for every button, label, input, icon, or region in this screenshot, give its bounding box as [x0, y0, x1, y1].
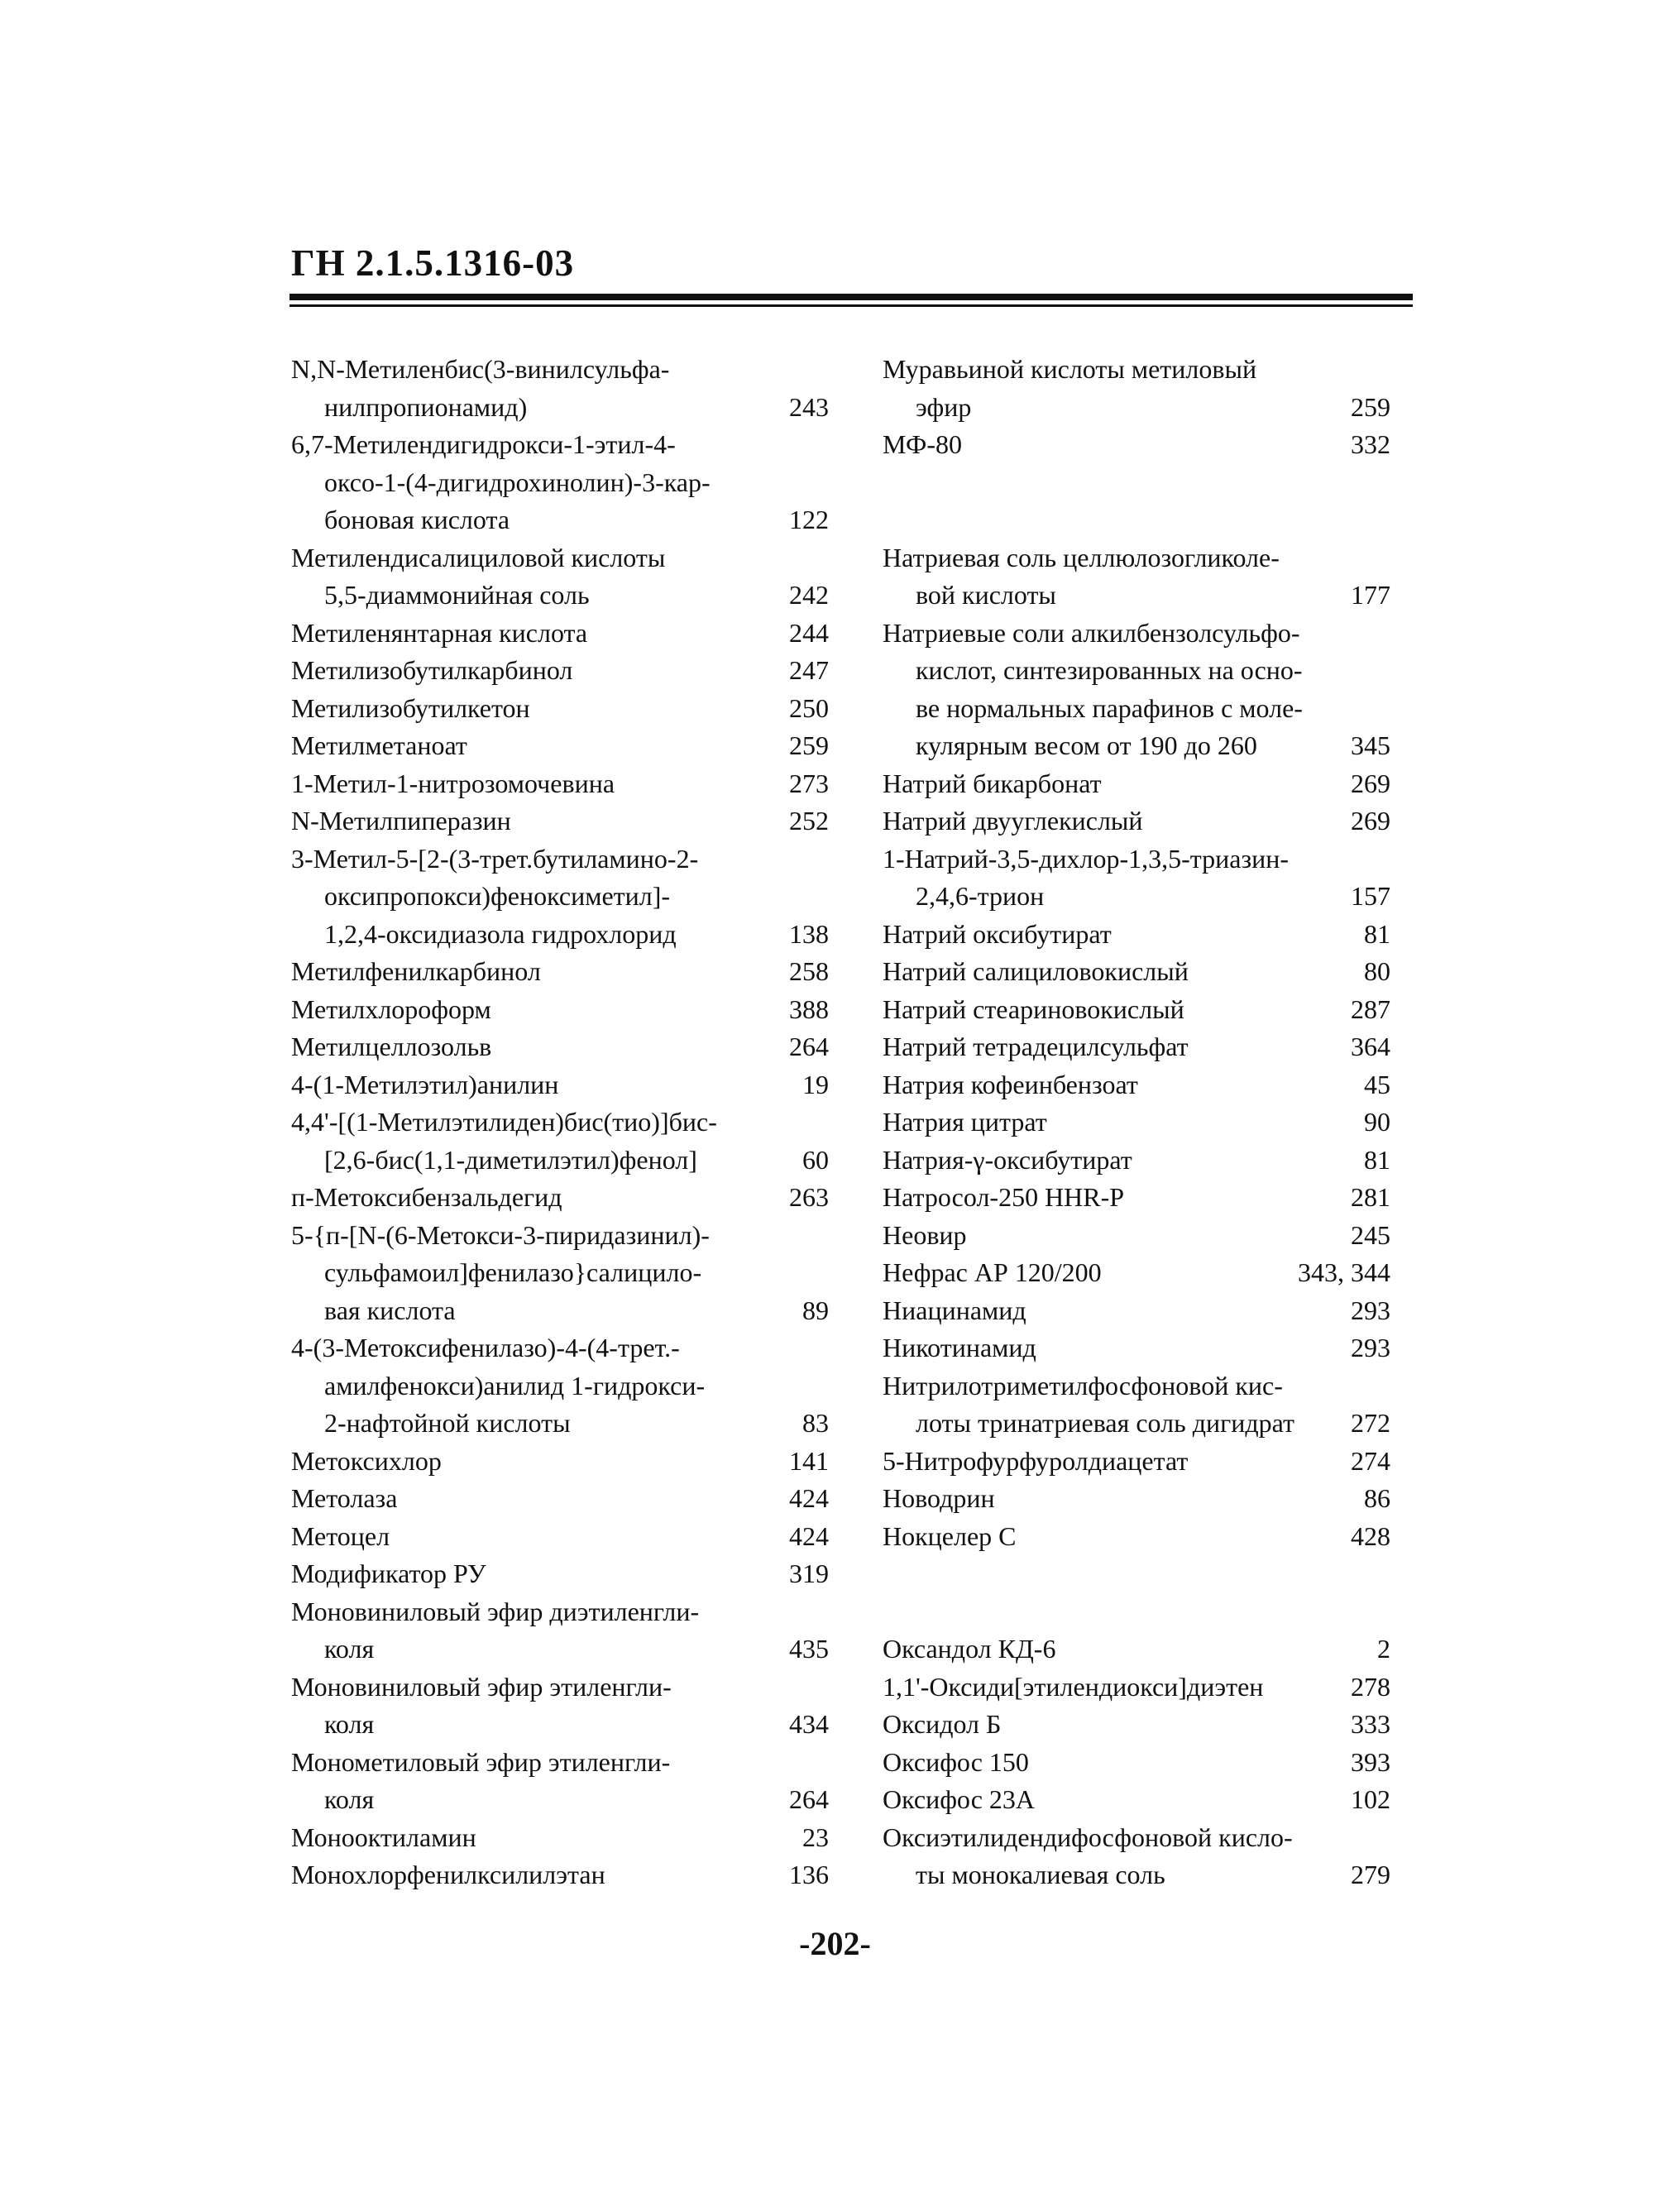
entry-page-number: 333 [1351, 1709, 1390, 1739]
index-entry [291, 539, 829, 615]
entry-page-number: 364 [1351, 1032, 1390, 1061]
index-entry [883, 840, 1390, 916]
entry-page-number: 287 [1351, 993, 1390, 1024]
entry-term: Нитрилотриметилфосфоновой кис- [883, 1370, 1283, 1400]
index-entry [291, 1819, 829, 1857]
entry-page-number: 435 [789, 1634, 829, 1664]
entry-term-continuation: 5,5-диаммонийная соль [324, 580, 590, 610]
header-rule-thick [289, 294, 1413, 300]
index-entry [291, 426, 829, 539]
index-entry [883, 1142, 1390, 1180]
entry-page-number: 80 [1364, 956, 1390, 986]
entry-term-continuation: 1,2,4-оксидиазола гидрохлорид [324, 918, 677, 949]
entry-term-continuation: сульфамоил]фенилазо}салицило- [324, 1257, 702, 1287]
entry-term-continuation: [2,6-бис(1,1-диметилэтил)фенол] [324, 1144, 697, 1175]
entry-page-number: 244 [789, 617, 829, 648]
index-section-n [883, 539, 1390, 1556]
entry-term: 4-(1-Метилэтил)анилин [291, 1069, 559, 1099]
entry-term: Никотинамид [883, 1333, 1036, 1362]
entry-term: Натриевые соли алкилбензолсульфо- [883, 617, 1300, 648]
index-entry [291, 351, 829, 426]
entry-page-number: 424 [789, 1520, 829, 1551]
entry-page-number: 177 [1351, 580, 1390, 610]
entry-page-number: 293 [1351, 1333, 1390, 1362]
entry-term: Муравьиной кислоты метиловый [883, 354, 1257, 384]
entry-page-number: 388 [789, 993, 829, 1024]
index-entry [883, 1518, 1390, 1556]
entry-page-number: 60 [802, 1144, 829, 1175]
index-entry [883, 991, 1390, 1029]
entry-term-continuation: оксипропокси)феноксиметил]- [324, 881, 671, 911]
entry-term: Метилендисалициловой кислоты [291, 542, 666, 572]
index-entry [291, 840, 829, 954]
entry-term: Натрия-γ-оксибутират [883, 1144, 1132, 1175]
entry-page-number: 264 [789, 1784, 829, 1814]
entry-page-number: 19 [802, 1069, 829, 1099]
entry-page-number: 269 [1351, 806, 1390, 835]
entry-term-continuation: кислот, синтезированных на осно- [916, 655, 1303, 685]
index-entry [883, 1066, 1390, 1104]
entry-term-continuation: боновая кислота [324, 505, 510, 534]
entry-page-number: 393 [1351, 1746, 1390, 1777]
entry-term: Натрий салициловокислый [883, 956, 1189, 986]
entry-term: Натрий оксибутират [883, 918, 1112, 949]
index-section-o [883, 1630, 1390, 1894]
entry-term: Натриевая соль целлюлозогликоле- [883, 542, 1280, 572]
index-entry [883, 916, 1390, 954]
entry-page-number: 259 [789, 730, 829, 760]
entry-term: 4-(3-Метоксифенилазо)-4-(4-трет.- [291, 1333, 680, 1362]
entry-term: Натрия цитрат [883, 1107, 1047, 1137]
index-entry [883, 1329, 1390, 1367]
index-entry [291, 1518, 829, 1556]
index-column-right [883, 351, 1390, 1894]
entry-term-continuation: кулярным весом от 190 до 260 [916, 730, 1257, 760]
entry-term: Оксифос 23А [883, 1784, 1036, 1814]
index-entry [291, 1480, 829, 1518]
entry-term: Натрий бикарбонат [883, 768, 1102, 798]
index-entry [883, 802, 1390, 840]
entry-term: 3-Метил-5-[2-(3-трет.бутиламино-2- [291, 843, 699, 874]
entry-term: Оксидол Б [883, 1709, 1002, 1739]
section-gap [883, 1555, 1390, 1630]
index-entry [291, 1217, 829, 1330]
index-entry [291, 1744, 829, 1819]
index-entry [883, 1028, 1390, 1066]
index-entry [291, 765, 829, 803]
entry-page-number: 243 [789, 391, 829, 422]
index-entry [291, 690, 829, 728]
index-entry [883, 1819, 1390, 1894]
entry-page-number: 242 [789, 580, 829, 610]
entry-page-number: 157 [1351, 881, 1390, 911]
entry-term: Натрий тетрадецилсульфат [883, 1032, 1189, 1061]
entry-term: Нефрас АР 120/200 [883, 1257, 1102, 1287]
entry-page-number: 332 [1351, 429, 1390, 459]
entry-page-number: 83 [802, 1408, 829, 1438]
entry-page-number: 23 [802, 1822, 829, 1852]
entry-term-continuation: ты монокалиевая соль [916, 1860, 1165, 1889]
entry-page-number: 141 [789, 1445, 829, 1476]
entry-term: Монохлорфенилксилилэтан [291, 1860, 605, 1889]
index-entry [291, 1066, 829, 1104]
entry-term: N,N-Метиленбис(3-винилсульфа- [291, 354, 670, 384]
entry-term-continuation: оксо-1-(4-дигидрохинолин)-3-кар- [324, 467, 711, 497]
index-column-left [291, 351, 829, 1894]
index-entry [883, 765, 1390, 803]
entry-term-continuation: коля [324, 1634, 375, 1664]
entry-page-number: 345 [1351, 730, 1390, 760]
entry-page-number: 279 [1351, 1860, 1390, 1889]
entry-term: Метоцел [291, 1520, 390, 1551]
entry-term-continuation: 2-нафтойной кислоты [324, 1408, 571, 1438]
entry-term: Метилцеллозольв [291, 1032, 492, 1061]
entry-term: Новодрин [883, 1483, 995, 1513]
entry-page-number: 86 [1364, 1483, 1390, 1513]
section-gap [883, 464, 1390, 539]
index-entry [883, 1630, 1390, 1669]
entry-page-number: 136 [789, 1860, 829, 1889]
index-entry [291, 1179, 829, 1217]
entry-page-number: 81 [1364, 918, 1390, 949]
entry-page-number: 89 [802, 1295, 829, 1325]
entry-page-number: 90 [1364, 1107, 1390, 1137]
entry-term: МФ-80 [883, 429, 962, 459]
header-rule-thin [289, 304, 1413, 307]
entry-term: Монооктиламин [291, 1822, 476, 1852]
entry-term-continuation: 2,4,6-трион [916, 881, 1045, 911]
entry-term: Натрий двууглекислый [883, 806, 1143, 835]
index-entry [291, 1329, 829, 1443]
index-entry [291, 1669, 829, 1744]
entry-page-number: 102 [1351, 1784, 1390, 1814]
index-section-m [883, 351, 1390, 464]
index-entry [883, 1179, 1390, 1217]
index-entry [291, 1555, 829, 1593]
entry-term: 1,1'-Оксиди[этилендиокси]диэтен [883, 1671, 1264, 1702]
page-number: -202- [799, 1925, 871, 1962]
entry-term: Метолаза [291, 1483, 398, 1513]
index-entry [291, 1104, 829, 1179]
entry-term: Моновиниловый эфир диэтиленгли- [291, 1596, 700, 1626]
entry-term-continuation: ве нормальных парафинов с моле- [916, 692, 1303, 723]
entry-term: N-Метилпиперазин [291, 806, 511, 835]
index-entry [291, 1028, 829, 1066]
entry-term: Метилизобутилкетон [291, 692, 530, 723]
index-entry [883, 1669, 1390, 1707]
index-entry [883, 1706, 1390, 1744]
entry-page-number: 319 [789, 1558, 829, 1588]
entry-page-number: 247 [789, 655, 829, 685]
index-entry [291, 652, 829, 690]
entry-term-continuation: лоты тринатриевая соль дигидрат [916, 1408, 1294, 1438]
entry-page-number: 45 [1364, 1069, 1390, 1099]
entry-term: Метилфенилкарбинол [291, 956, 541, 986]
index-entry [883, 1367, 1390, 1443]
entry-term: Натрия кофеинбензоат [883, 1069, 1138, 1099]
index-entry [291, 991, 829, 1029]
entry-term: Метилизобутилкарбинол [291, 655, 573, 685]
entry-term: Монометиловый эфир этиленгли- [291, 1746, 671, 1777]
entry-term: 1-Метил-1-нитрозомочевина [291, 768, 615, 798]
entry-term: Моновиниловый эфир этиленгли- [291, 1671, 672, 1702]
entry-page-number: 428 [1351, 1520, 1390, 1551]
index-entry [883, 351, 1390, 426]
entry-page-number: 259 [1351, 391, 1390, 422]
index-entry [291, 1856, 829, 1894]
index-entry [883, 615, 1390, 765]
entry-page-number: 264 [789, 1032, 829, 1061]
entry-page-number: 269 [1351, 768, 1390, 798]
index-entry [291, 1593, 829, 1669]
index-entry [883, 1104, 1390, 1142]
entry-term: Метиленянтарная кислота [291, 617, 588, 648]
entry-term-continuation: коля [324, 1709, 375, 1739]
entry-term: 6,7-Метилендигидрокси-1-этил-4- [291, 429, 676, 459]
index-entry [291, 1443, 829, 1481]
index-entry [883, 1254, 1390, 1292]
index-entry [883, 426, 1390, 464]
entry-term-continuation: вая кислота [324, 1295, 456, 1325]
entry-term: 5-Нитрофурфуролдиацетат [883, 1445, 1189, 1476]
entry-term: Натросол-250 ННR-Р [883, 1182, 1125, 1212]
index-entry [883, 953, 1390, 991]
entry-page-number: 258 [789, 956, 829, 986]
entry-term-continuation: вой кислоты [916, 580, 1056, 610]
entry-term: Оксифос 150 [883, 1746, 1029, 1777]
index-entry [883, 1781, 1390, 1819]
index-entry [883, 1443, 1390, 1481]
index-entry [291, 802, 829, 840]
entry-page-number: 434 [789, 1709, 829, 1739]
entry-term: Ниацинамид [883, 1295, 1026, 1325]
entry-page-number: 272 [1351, 1408, 1390, 1438]
entry-page-number: 281 [1351, 1182, 1390, 1212]
entry-term: п-Метоксибензальдегид [291, 1182, 562, 1212]
index-entry [291, 615, 829, 653]
entry-term: Нокцелер С [883, 1520, 1017, 1551]
entry-term: Метоксихлор [291, 1445, 442, 1476]
document-code-header: ГН 2.1.5.1316-03 [291, 242, 575, 284]
index-entry [291, 727, 829, 765]
index-entry [883, 1480, 1390, 1518]
entry-page-number: 278 [1351, 1671, 1390, 1702]
entry-page-number: 274 [1351, 1445, 1390, 1476]
entry-page-number: 424 [789, 1483, 829, 1513]
entry-page-number: 245 [1351, 1219, 1390, 1250]
entry-term: Оксиэтилидендифосфоновой кисло- [883, 1822, 1293, 1852]
entry-term-continuation: коля [324, 1784, 375, 1814]
index-entry [883, 1744, 1390, 1782]
entry-page-number: 273 [789, 768, 829, 798]
index-entry [291, 953, 829, 991]
index-entry [883, 1292, 1390, 1330]
index-entry [883, 1217, 1390, 1255]
entry-term: Оксандол КД-6 [883, 1634, 1056, 1664]
entry-term: Метилметаноат [291, 730, 467, 760]
entry-page-number: 250 [789, 692, 829, 723]
entry-term-continuation: нилпропионамид) [324, 391, 528, 422]
entry-term: 4,4'-[(1-Метилэтилиден)бис(тио)]бис- [291, 1107, 717, 1137]
entry-term-continuation: амилфенокси)анилид 1-гидрокси- [324, 1370, 706, 1400]
entry-term: Натрий стеариновокислый [883, 993, 1184, 1024]
entry-page-number: 343, 344 [1298, 1257, 1390, 1287]
entry-term: Метилхлороформ [291, 993, 491, 1024]
entry-term: Модификатор РУ [291, 1558, 486, 1588]
entry-term: Неовир [883, 1219, 967, 1250]
entry-page-number: 263 [789, 1182, 829, 1212]
entry-term-continuation: эфир [916, 391, 972, 422]
entry-page-number: 2 [1377, 1634, 1390, 1664]
entry-page-number: 122 [789, 505, 829, 534]
entry-term: 5-{п-[N-(6-Метокси-3-пиридазинил)- [291, 1219, 710, 1250]
entry-page-number: 81 [1364, 1144, 1390, 1175]
entry-page-number: 138 [789, 918, 829, 949]
entry-term: 1-Натрий-3,5-дихлор-1,3,5-триазин- [883, 843, 1290, 874]
entry-page-number: 252 [789, 806, 829, 835]
index-entry [883, 539, 1390, 615]
entry-page-number: 293 [1351, 1295, 1390, 1325]
